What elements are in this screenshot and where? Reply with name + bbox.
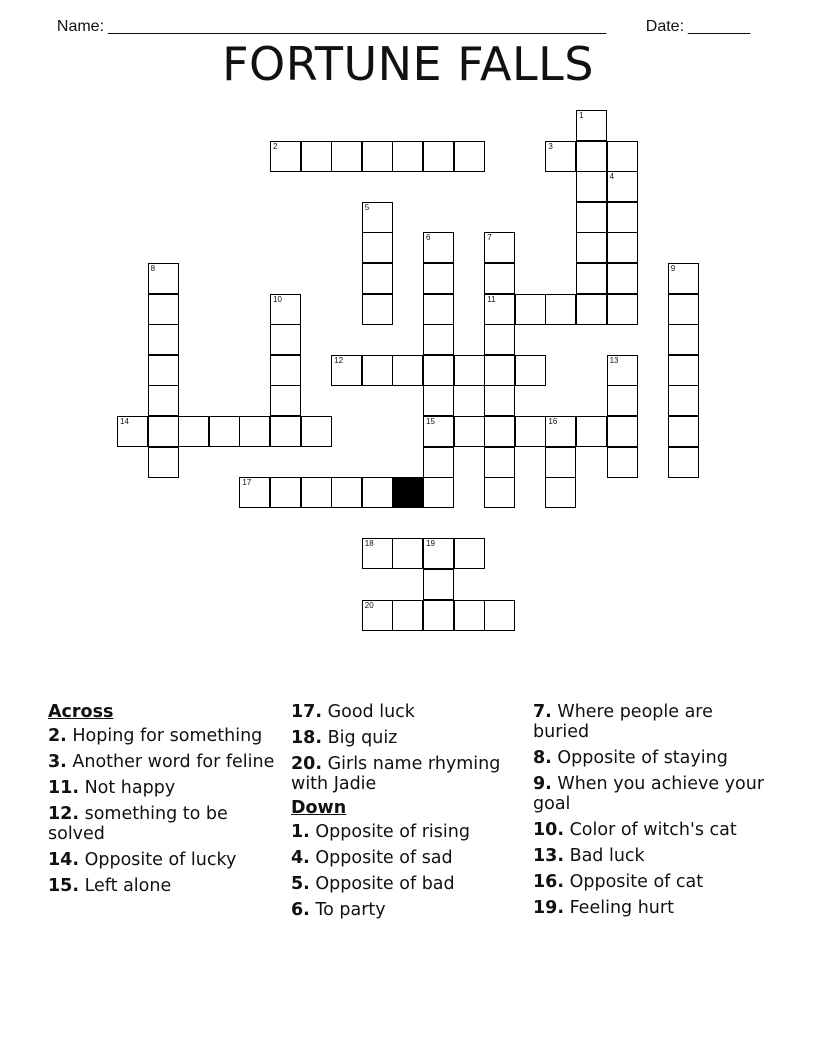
clue-item-text: To party (309, 900, 386, 920)
clue-item-number: 2. (48, 726, 67, 746)
clue-item-text: something to be solved (48, 804, 228, 844)
crossword-cell[interactable] (423, 600, 454, 631)
clue-item-number: 20. (291, 754, 323, 774)
crossword-cell[interactable] (484, 477, 515, 508)
crossword-cell[interactable] (423, 569, 454, 600)
clue-item (291, 702, 523, 722)
clue-item-text: Girls name rhyming with Jadie (291, 754, 501, 794)
crossword-cell[interactable] (454, 141, 485, 172)
crossword-cell[interactable] (331, 141, 362, 172)
crossword-cell[interactable] (545, 447, 576, 478)
clue-item-text: Feeling hurt (564, 898, 674, 918)
crossword-cell[interactable] (148, 385, 179, 416)
crossword-cell[interactable] (423, 141, 454, 172)
crossword-cell[interactable] (576, 416, 607, 447)
crossword-cell[interactable] (178, 416, 209, 447)
clue-item-number: 13. (533, 846, 565, 866)
crossword-cell[interactable] (362, 355, 393, 386)
clue-number: 8 (150, 264, 156, 273)
crossword-cell[interactable] (515, 416, 546, 447)
crossword-cell[interactable] (668, 294, 699, 325)
crossword-cell[interactable] (484, 355, 515, 386)
crossword-cell[interactable] (607, 141, 638, 172)
clue-item-text: Hoping for something (66, 726, 263, 746)
clue-item (533, 820, 765, 840)
clue-item-text: Big quiz (322, 728, 398, 748)
crossword-cell[interactable] (362, 232, 393, 263)
clue-item (291, 874, 523, 894)
crossword-cell[interactable] (668, 263, 699, 294)
clue-item (533, 898, 765, 918)
crossword-cell[interactable] (270, 355, 301, 386)
clue-number: 19 (426, 539, 435, 549)
crossword-cell[interactable] (576, 294, 607, 325)
crossword-cell[interactable] (484, 232, 515, 263)
crossword-cell[interactable] (454, 600, 485, 631)
crossword-cell[interactable] (148, 294, 179, 325)
clue-item (533, 846, 765, 866)
clue-item (533, 872, 765, 892)
crossword-cell[interactable] (148, 324, 179, 355)
clue-item-number: 17. (291, 702, 323, 722)
crossword-cell[interactable] (576, 171, 607, 202)
crossword-cell[interactable] (362, 600, 393, 631)
clue-number: 14 (120, 417, 129, 426)
crossword-cell[interactable] (270, 141, 301, 172)
clue-item (533, 702, 765, 742)
crossword-cell[interactable] (209, 416, 240, 447)
clue-item (533, 774, 765, 814)
clue-item (291, 728, 523, 748)
across-heading: Across (48, 702, 114, 722)
clue-item-number: 4. (291, 848, 310, 868)
clue-item-text: Opposite of lucky (79, 850, 237, 870)
crossword-cell[interactable] (362, 294, 393, 325)
clue-number: 1 (579, 111, 584, 120)
crossword-cell[interactable] (392, 538, 423, 569)
clue-item-number: 15. (48, 876, 80, 896)
crossword-cell[interactable] (607, 171, 638, 202)
clue-item (48, 850, 280, 870)
crossword-cell[interactable] (576, 202, 607, 233)
crossword-cell[interactable] (607, 385, 638, 416)
crossword-cell[interactable] (392, 355, 423, 386)
clue-item-text: Opposite of rising (309, 822, 470, 842)
clue-number: 17 (242, 478, 252, 488)
crossword-cell[interactable] (301, 477, 332, 508)
crossword-cell[interactable] (515, 355, 546, 386)
clue-number: 7 (487, 233, 492, 243)
crossword-cell[interactable] (148, 263, 179, 294)
clue-number: 4 (609, 172, 615, 182)
crossword-cell[interactable] (362, 263, 393, 294)
puzzle-title: FORTUNE FALLS (222, 37, 594, 91)
clue-item-number: 10. (533, 820, 565, 840)
crossword-cell[interactable] (362, 141, 393, 172)
clue-item (48, 876, 280, 896)
down-clue-list-continued (533, 702, 765, 918)
crossword-cell[interactable] (607, 294, 638, 325)
crossword-cell[interactable] (454, 416, 485, 447)
crossword-cell[interactable] (607, 447, 638, 478)
clue-item-text: Left alone (79, 876, 172, 896)
clue-number: 3 (548, 141, 553, 151)
down-clue-list (291, 822, 523, 920)
clue-item (291, 822, 523, 842)
clue-item-text: Another word for feline (66, 752, 275, 772)
clue-item-text: Color of witch's cat (564, 820, 737, 840)
crossword-cell[interactable] (270, 477, 301, 508)
crossword-cell[interactable] (117, 416, 148, 447)
crossword-cell[interactable] (423, 263, 454, 294)
across-clue-list (48, 726, 280, 896)
clue-item (291, 848, 523, 868)
clue-item (48, 752, 280, 772)
crossword-cell[interactable] (423, 324, 454, 355)
crossword-cell[interactable] (484, 600, 515, 631)
crossword-cell[interactable] (454, 355, 485, 386)
clue-number: 16 (548, 417, 558, 426)
clue-number: 11 (487, 294, 496, 304)
crossword-cell[interactable] (270, 324, 301, 355)
clue-item-number: 1. (291, 822, 310, 842)
crossword-cell[interactable] (484, 294, 515, 325)
crossword-cell[interactable] (545, 141, 576, 172)
crossword-cell[interactable] (545, 477, 576, 508)
clue-number: 20 (364, 600, 374, 610)
clue-number: 18 (364, 539, 374, 549)
crossword-cell[interactable] (270, 416, 301, 447)
crossword-cell[interactable] (484, 447, 515, 478)
crossword-cell[interactable] (668, 385, 699, 416)
crossword-cell[interactable] (148, 416, 179, 447)
clue-item-number: 7. (533, 702, 552, 722)
clue-item-number: 16. (533, 872, 565, 892)
clue-item (533, 748, 765, 768)
clue-item (48, 804, 280, 844)
date-label: Date: (645, 18, 685, 35)
clue-number: 13 (609, 355, 619, 365)
crossword-cell[interactable] (668, 355, 699, 386)
down-heading: Down (291, 798, 347, 818)
crossword-cell[interactable] (270, 385, 301, 416)
crossword-cell[interactable] (607, 355, 638, 386)
crossword-cell[interactable] (423, 385, 454, 416)
across-clue-list-continued (291, 702, 523, 794)
clue-item-text: Good luck (322, 702, 415, 722)
crossword-cell[interactable] (576, 263, 607, 294)
clue-number: 12 (334, 355, 344, 365)
clue-number: 10 (273, 294, 282, 304)
crossword-cell[interactable] (545, 294, 576, 325)
crossword-cell[interactable] (148, 355, 179, 386)
crossword-cell[interactable] (301, 141, 332, 172)
clue-number: 9 (670, 264, 676, 273)
crossword-cell[interactable] (423, 477, 454, 508)
crossword-cell[interactable] (331, 355, 362, 386)
crossword-cell[interactable] (484, 416, 515, 447)
crossword-cell[interactable] (607, 232, 638, 263)
clue-number: 15 (426, 417, 435, 426)
crossword-cell[interactable] (362, 477, 393, 508)
clues-column-3 (533, 702, 765, 924)
crossword-cell[interactable] (239, 477, 270, 508)
crossword-cell[interactable] (362, 538, 393, 569)
crossword-cell[interactable] (423, 416, 454, 447)
name-label: Name: (56, 18, 105, 35)
crossword-cell[interactable] (423, 447, 454, 478)
clue-item-number: 9. (533, 774, 552, 794)
clue-item-text: Opposite of cat (564, 872, 704, 892)
crossword-cell[interactable] (668, 324, 699, 355)
crossword-cell[interactable] (392, 600, 423, 631)
clue-number: 2 (273, 141, 278, 151)
clue-number: 6 (426, 233, 431, 243)
crossword-cell[interactable] (331, 477, 362, 508)
date-line[interactable]: _______ (688, 18, 751, 35)
crossword-cell[interactable] (484, 263, 515, 294)
crossword-cell[interactable] (607, 263, 638, 294)
clue-item-number: 14. (48, 850, 80, 870)
crossword-cell[interactable] (607, 416, 638, 447)
clue-item-text: When you achieve your goal (533, 774, 765, 814)
clue-item-text: Not happy (79, 778, 176, 798)
crossword-cell[interactable] (668, 416, 699, 447)
crossword-cell[interactable] (668, 447, 699, 478)
name-line[interactable]: ________________________________________________________ (108, 18, 607, 35)
clue-item-text: Opposite of sad (309, 848, 453, 868)
clue-item-text: Bad luck (564, 846, 645, 866)
clue-item-number: 19. (533, 898, 565, 918)
crossword-cell[interactable] (423, 538, 454, 569)
clue-item-text: Opposite of staying (551, 748, 728, 768)
clues-column-2 (291, 702, 523, 926)
crossword-cell[interactable] (423, 294, 454, 325)
crossword-cell[interactable] (515, 294, 546, 325)
crossword-cell[interactable] (484, 324, 515, 355)
clue-item-number: 6. (291, 900, 310, 920)
clue-item (291, 900, 523, 920)
clue-item-number: 8. (533, 748, 552, 768)
crossword-cell[interactable] (576, 141, 607, 172)
crossword-cell[interactable] (148, 447, 179, 478)
crossword-cell[interactable] (392, 141, 423, 172)
crossword-cell[interactable] (454, 538, 485, 569)
crossword-cell[interactable] (576, 232, 607, 263)
crossword-cell[interactable] (423, 232, 454, 263)
crossword-cell[interactable] (484, 385, 515, 416)
clue-item-number: 18. (291, 728, 323, 748)
clue-item-number: 11. (48, 778, 80, 798)
clues-column-1 (48, 702, 280, 902)
crossword-cell[interactable] (545, 416, 576, 447)
clue-item-text: Where people are buried (533, 702, 713, 742)
crossword-cell[interactable] (301, 416, 332, 447)
clue-item-number: 5. (291, 874, 310, 894)
clue-number: 5 (364, 202, 370, 212)
crossword-cell[interactable] (423, 355, 454, 386)
crossword-cell[interactable] (239, 416, 270, 447)
clue-item (291, 754, 523, 794)
clue-item-text: Opposite of bad (309, 874, 455, 894)
clue-item-number: 3. (48, 752, 67, 772)
black-square (392, 477, 423, 508)
crossword-cell[interactable] (270, 294, 301, 325)
clue-item (48, 726, 280, 746)
crossword-cell[interactable] (607, 202, 638, 233)
clue-item-number: 12. (48, 804, 80, 824)
crossword-cell[interactable] (576, 110, 607, 141)
clue-item (48, 778, 280, 798)
crossword-cell[interactable] (362, 202, 393, 233)
